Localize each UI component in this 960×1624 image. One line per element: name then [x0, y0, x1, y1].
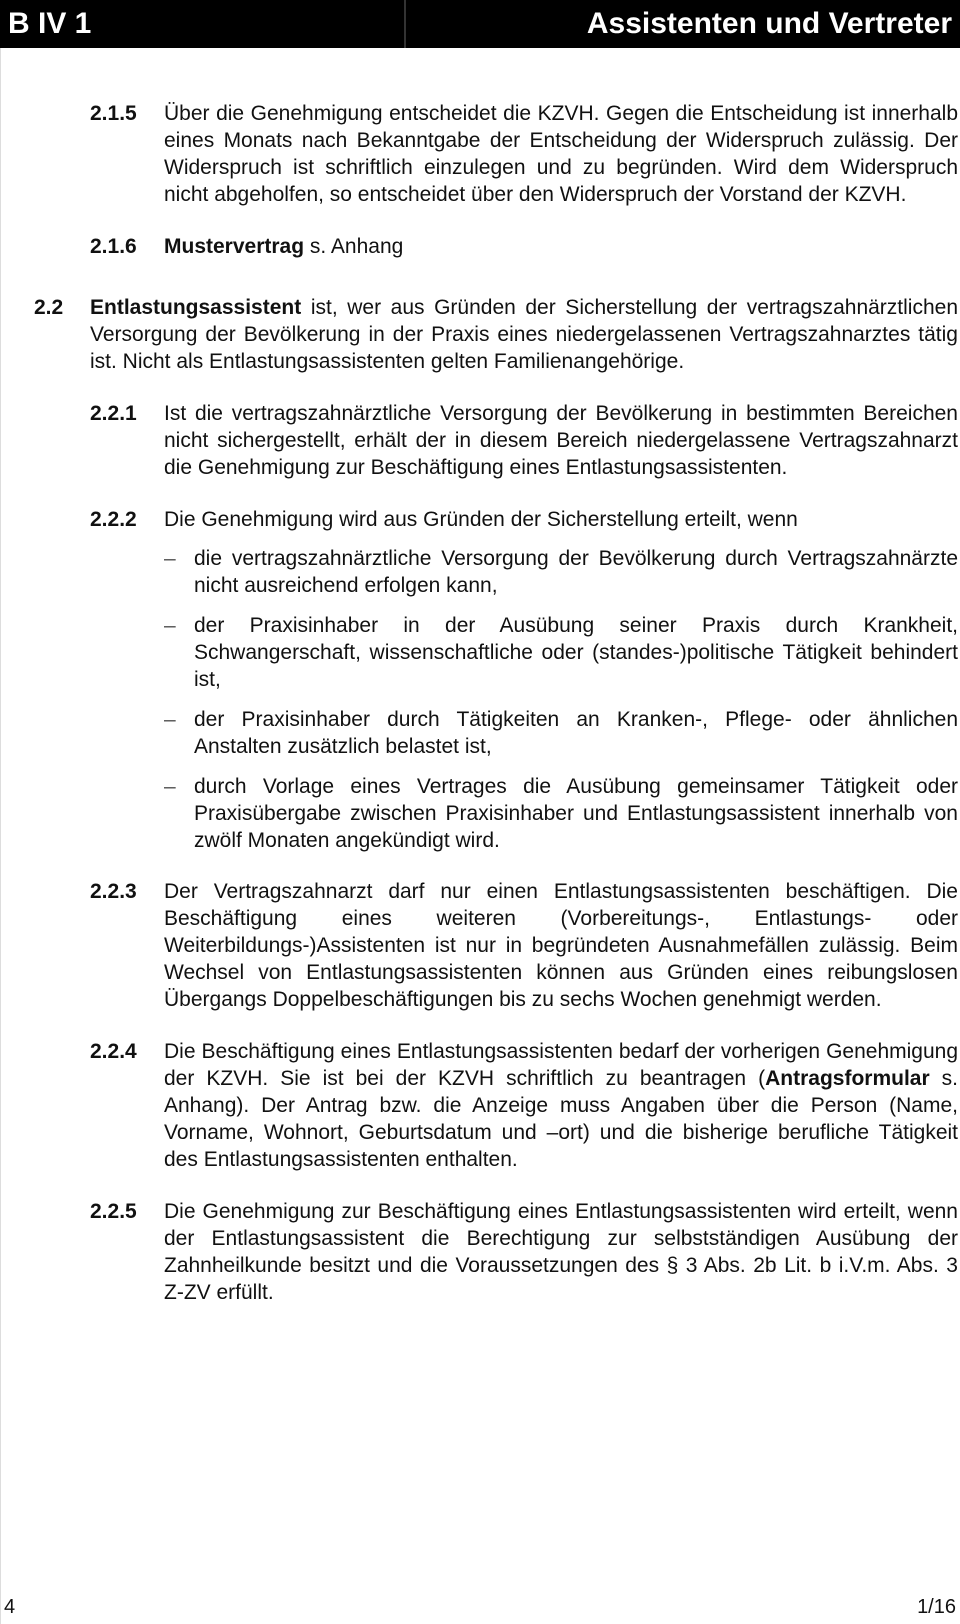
dash-bullet: –	[164, 547, 176, 570]
page-border	[0, 48, 1, 1624]
list-item: – durch Vorlage eines Vertrages die Ausübung gemeinsamer Tätigkeit oder Praxisübergabe zwischen Praxisinhaber und Entlastungsassistent innerhalb von zwölf Monaten angekündigt wird.	[164, 775, 958, 852]
section-number: 2.2.1	[90, 402, 137, 425]
chapter-title: Assistenten und Vertreter	[586, 7, 952, 40]
section-2-2	[34, 294, 958, 375]
section-text: Ist die vertragszahnärztliche Versorgung der Bevölkerung in bestimmten Bereichen nicht sichergestellt, erhält der in diesem Bereich niedergelassene Vertragszahnarzt die Genehmigung zur Beschäftigung eines Entlastungsassistenten.	[164, 402, 958, 479]
condition-list	[164, 545, 958, 854]
section-2-1-6	[90, 233, 958, 260]
chapter-code: B IV 1	[8, 7, 92, 40]
section-2-2-3	[90, 878, 958, 1013]
page-counter: 1/16	[917, 1596, 956, 1618]
section-text: Die Genehmigung zur Beschäftigung eines Entlastungsassistenten wird erteilt, wenn der Entlastungsassistent die Berechtigung zur selbstständigen Ausübung der Zahnheilkunde besitzt und die Voraussetzungen des § 3 Abs. 2b Lit. b i.V.m. Abs. 3 Z-ZV erfüllt.	[164, 1200, 958, 1304]
section-2-2-5	[90, 1198, 958, 1306]
section-number: 2.2.3	[90, 880, 137, 903]
section-text: Der Vertragszahnarzt darf nur einen Entlastungsassistenten beschäftigen. Die Beschäftigung eines weiteren (Vorbereitungs-, Entlastungs- oder Weiterbildungs-)Assistenten ist nur in begründeten Ausnahmefällen zulässig. Beim Wechsel von Entlastungsassistenten können aus Gründen eines reibungslosen Übergangs Doppelbeschäftigungen bis zu sechs Wochen genehmigt werden.	[164, 880, 958, 1011]
section-number: 2.2.5	[90, 1200, 137, 1223]
section-text-rest: s. Anhang	[304, 235, 404, 258]
section-2-1-5	[90, 100, 958, 208]
section-text: Die Genehmigung wird aus Gründen der Sicherstellung erteilt, wenn	[164, 508, 798, 531]
list-item: – der Praxisinhaber in der Ausübung seiner Praxis durch Krankheit, Schwangerschaft, wissenschaftliche oder (standes-)politische Tätigkeit behindert ist,	[164, 614, 958, 691]
section-2-2-4	[90, 1038, 958, 1173]
term-bold: Mustervertrag	[164, 235, 305, 258]
section-number: 2.2.2	[90, 508, 137, 531]
section-number: 2.2.4	[90, 1040, 137, 1063]
section-text: Über die Genehmigung entscheidet die KZVH. Gegen die Entscheidung ist innerhalb eines Monats nach Bekanntgabe der Entscheidung der Widerspruch zulässig. Der Widerspruch ist schriftlich einzulegen und zu begründen. Wird dem Widerspruch nicht abgeholfen, so entscheidet über den Widerspruch der Vorstand der KZVH.	[164, 102, 958, 206]
list-item: – der Praxisinhaber durch Tätigkeiten an Kranken-, Pflege- oder ähnlichen Anstalten zusätzlich belastet ist,	[164, 708, 958, 758]
section-number: 2.1.5	[90, 102, 137, 125]
term-bold: Antragsformular	[765, 1067, 930, 1090]
section-2-2-2	[90, 506, 958, 854]
term-bold: Entlastungsassistent	[90, 296, 302, 319]
page-header	[0, 0, 960, 48]
section-number: 2.1.6	[90, 235, 137, 258]
dash-bullet: –	[164, 614, 176, 637]
section-text: Die Beschäftigung eines Entlastungsassistenten bedarf der vorherigen Genehmigung der KZVH. Sie ist bei der KZVH schriftlich zu beantragen (Antragsformular s. Anhang). Der Antrag bzw. die Anzeige muss Angaben über die Person (Name, Vorname, Wohnort, Geburtsdatum und –ort) und die bisherige berufliche Tätigkeit des Entlastungsassistenten enthalten.	[164, 1040, 958, 1171]
section-text-rest: ist, wer aus Gründen der Sicherstellung der vertragszahnärztlichen Versorgung der Bevölkerung in der Praxis eines niedergelassenen Vertragszahnarztes tätig ist. Nicht als Entlastungsassistenten gelten Familienangehörige.	[90, 296, 958, 373]
dash-bullet: –	[164, 708, 176, 731]
page-number-left: 4	[4, 1596, 16, 1618]
section-number: 2.2	[34, 296, 64, 319]
document-body	[34, 100, 958, 1331]
section-text	[164, 233, 958, 260]
dash-bullet: –	[164, 775, 176, 798]
list-item: – die vertragszahnärztliche Versorgung der Bevölkerung durch Vertragszahnärzte nicht ausreichend erfolgen kann,	[164, 547, 958, 597]
section-text	[90, 294, 958, 375]
section-2-2-1	[90, 400, 958, 481]
header-separator	[404, 0, 406, 48]
